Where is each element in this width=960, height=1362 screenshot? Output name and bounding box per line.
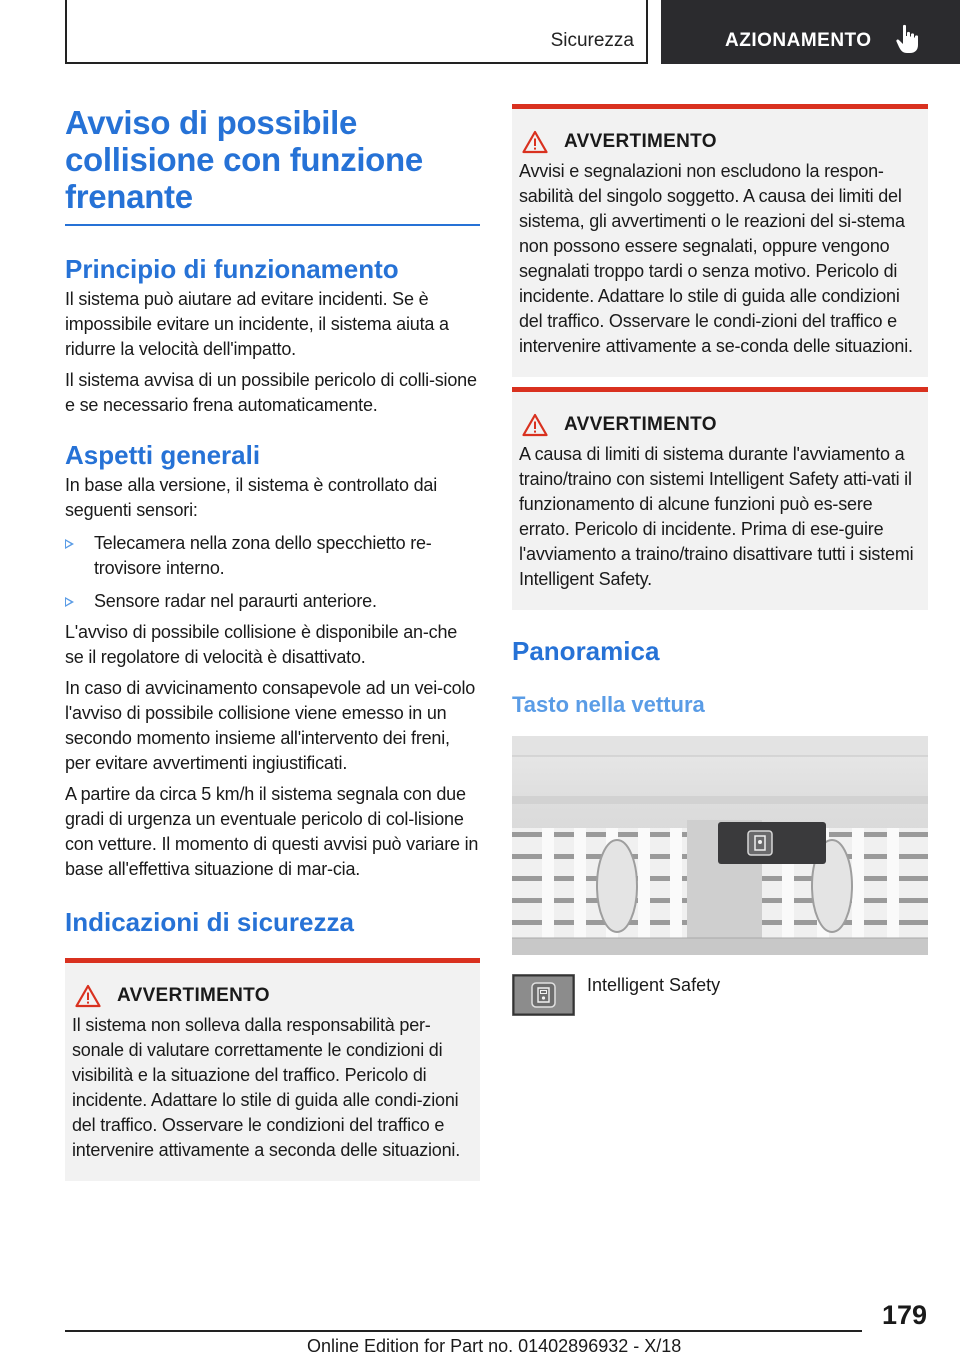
general-paragraph-3: A partire da circa 5 km/h il sistema segnala con due gradi di urgenza un eventuale pericolo di col-lisione con vetture. Il momento di questi avvisi può variare in base all'effettiva situazione di mar-cia. [65,784,479,879]
title-rule [65,224,480,226]
footer-rule [65,1330,862,1332]
warning-title: AVVERTIMENTO [117,985,270,1006]
general-intro: In base alla versione, il sistema è controllato dai seguenti sensori: [65,475,438,520]
bullet-triangle-icon [65,539,74,549]
list-item [65,531,480,581]
list-item-text: Sensore radar nel paraurti anteriore. [94,591,377,611]
header-section-label: Sicurezza [550,30,634,51]
footer-edition: Online Edition for Part no. 01402896932 - X/18 [307,1336,682,1356]
list-item-text: Telecamera nella zona dello specchietto re-trovisore interno. [94,533,432,578]
bullet-triangle-icon [65,597,74,607]
left-column [65,104,480,1181]
warning-title: AVVERTIMENTO [564,414,717,435]
warning-text: Avvisi e segnalazioni non escludono la respon-sabilità del singolo soggetto. A causa dei limiti del sistema, gli avvertimenti o le reazioni del si-stema non possono essere segnalati, oppure vengono segnalati troppo tardi o senza motivo. Pericolo di incidente. Adattare lo stile di guida alle condizioni del traffico. Osservare le condi-zioni del traffico e intervenire attivamente a se-conda delle situazioni. [519,161,913,356]
key-legend-row [512,974,928,1016]
principle-paragraph-2: Il sistema avvisa di un possibile pericolo di colli-sione e se necessario frena automaticamente. [65,370,477,415]
subheading-key: Tasto nella vettura [512,692,705,717]
warning-box [65,958,480,1181]
general-paragraph-2: In caso di avvicinamento consapevole ad un vei-colo l'avviso di possibile collisione viene emesso in un secondo momento insieme all'intervento dei freni, per evitare avvertimenti ingiustificati. [65,678,476,773]
header-section-box [65,0,648,64]
key-label: Intelligent Safety [587,975,721,995]
heading-safety: Indicazioni di sicurezza [65,907,354,937]
warning-box [512,104,928,377]
warning-text: Il sistema non solleva dalla responsabilità per-sonale di valutare correttamente le condizioni di visibilità e la situazione del traffico. Pericolo di incidente. Adattare lo stile di guida alle condi-zioni del traffico. Osservare le condizioni del traffico e intervenire attivamente a seconda delle situazioni. [72,1015,461,1160]
heading-general: Aspetti generali [65,440,261,470]
header-chapter-tab [661,0,960,64]
warning-triangle-icon [522,413,548,437]
page-number: 179 [881,1300,927,1330]
general-paragraph-1: L'avviso di possibile collisione è disponibile an-che se il regolatore di velocità è disattivato. [65,622,458,667]
warning-box [512,387,928,610]
page-title: Avviso di possibile collisione con funzione frenante [65,104,423,215]
intelligent-safety-button-icon [512,974,575,1016]
warning-text: A causa di limiti di sistema durante l'avviamento a traino/traino con sistemi Intelligent Safety atti-vati il funzionamento di alcune funzioni può es-sere errato. Pericolo di incidente. Prima di ese-guire l'avviamento a traino/traino disattivare tutti i sistemi Intelligent Safety. [519,444,914,589]
warning-triangle-icon [522,130,548,154]
heading-overview: Panoramica [512,636,660,666]
principle-paragraph-1: Il sistema può aiutare ad evitare incidenti. Se è impossibile evitare un incidente, il sistema aiuta a ridurre la velocità dell'impatto. [65,289,449,359]
warning-triangle-icon [75,984,101,1008]
header-chapter-label: AZIONAMENTO [725,30,872,51]
pointing-hand-icon [895,24,921,54]
heading-principle: Principio di funzionamento [65,254,399,284]
list-item [65,589,480,614]
right-column [512,104,928,1016]
warning-title: AVVERTIMENTO [564,131,717,152]
button-location-photo [512,736,928,955]
